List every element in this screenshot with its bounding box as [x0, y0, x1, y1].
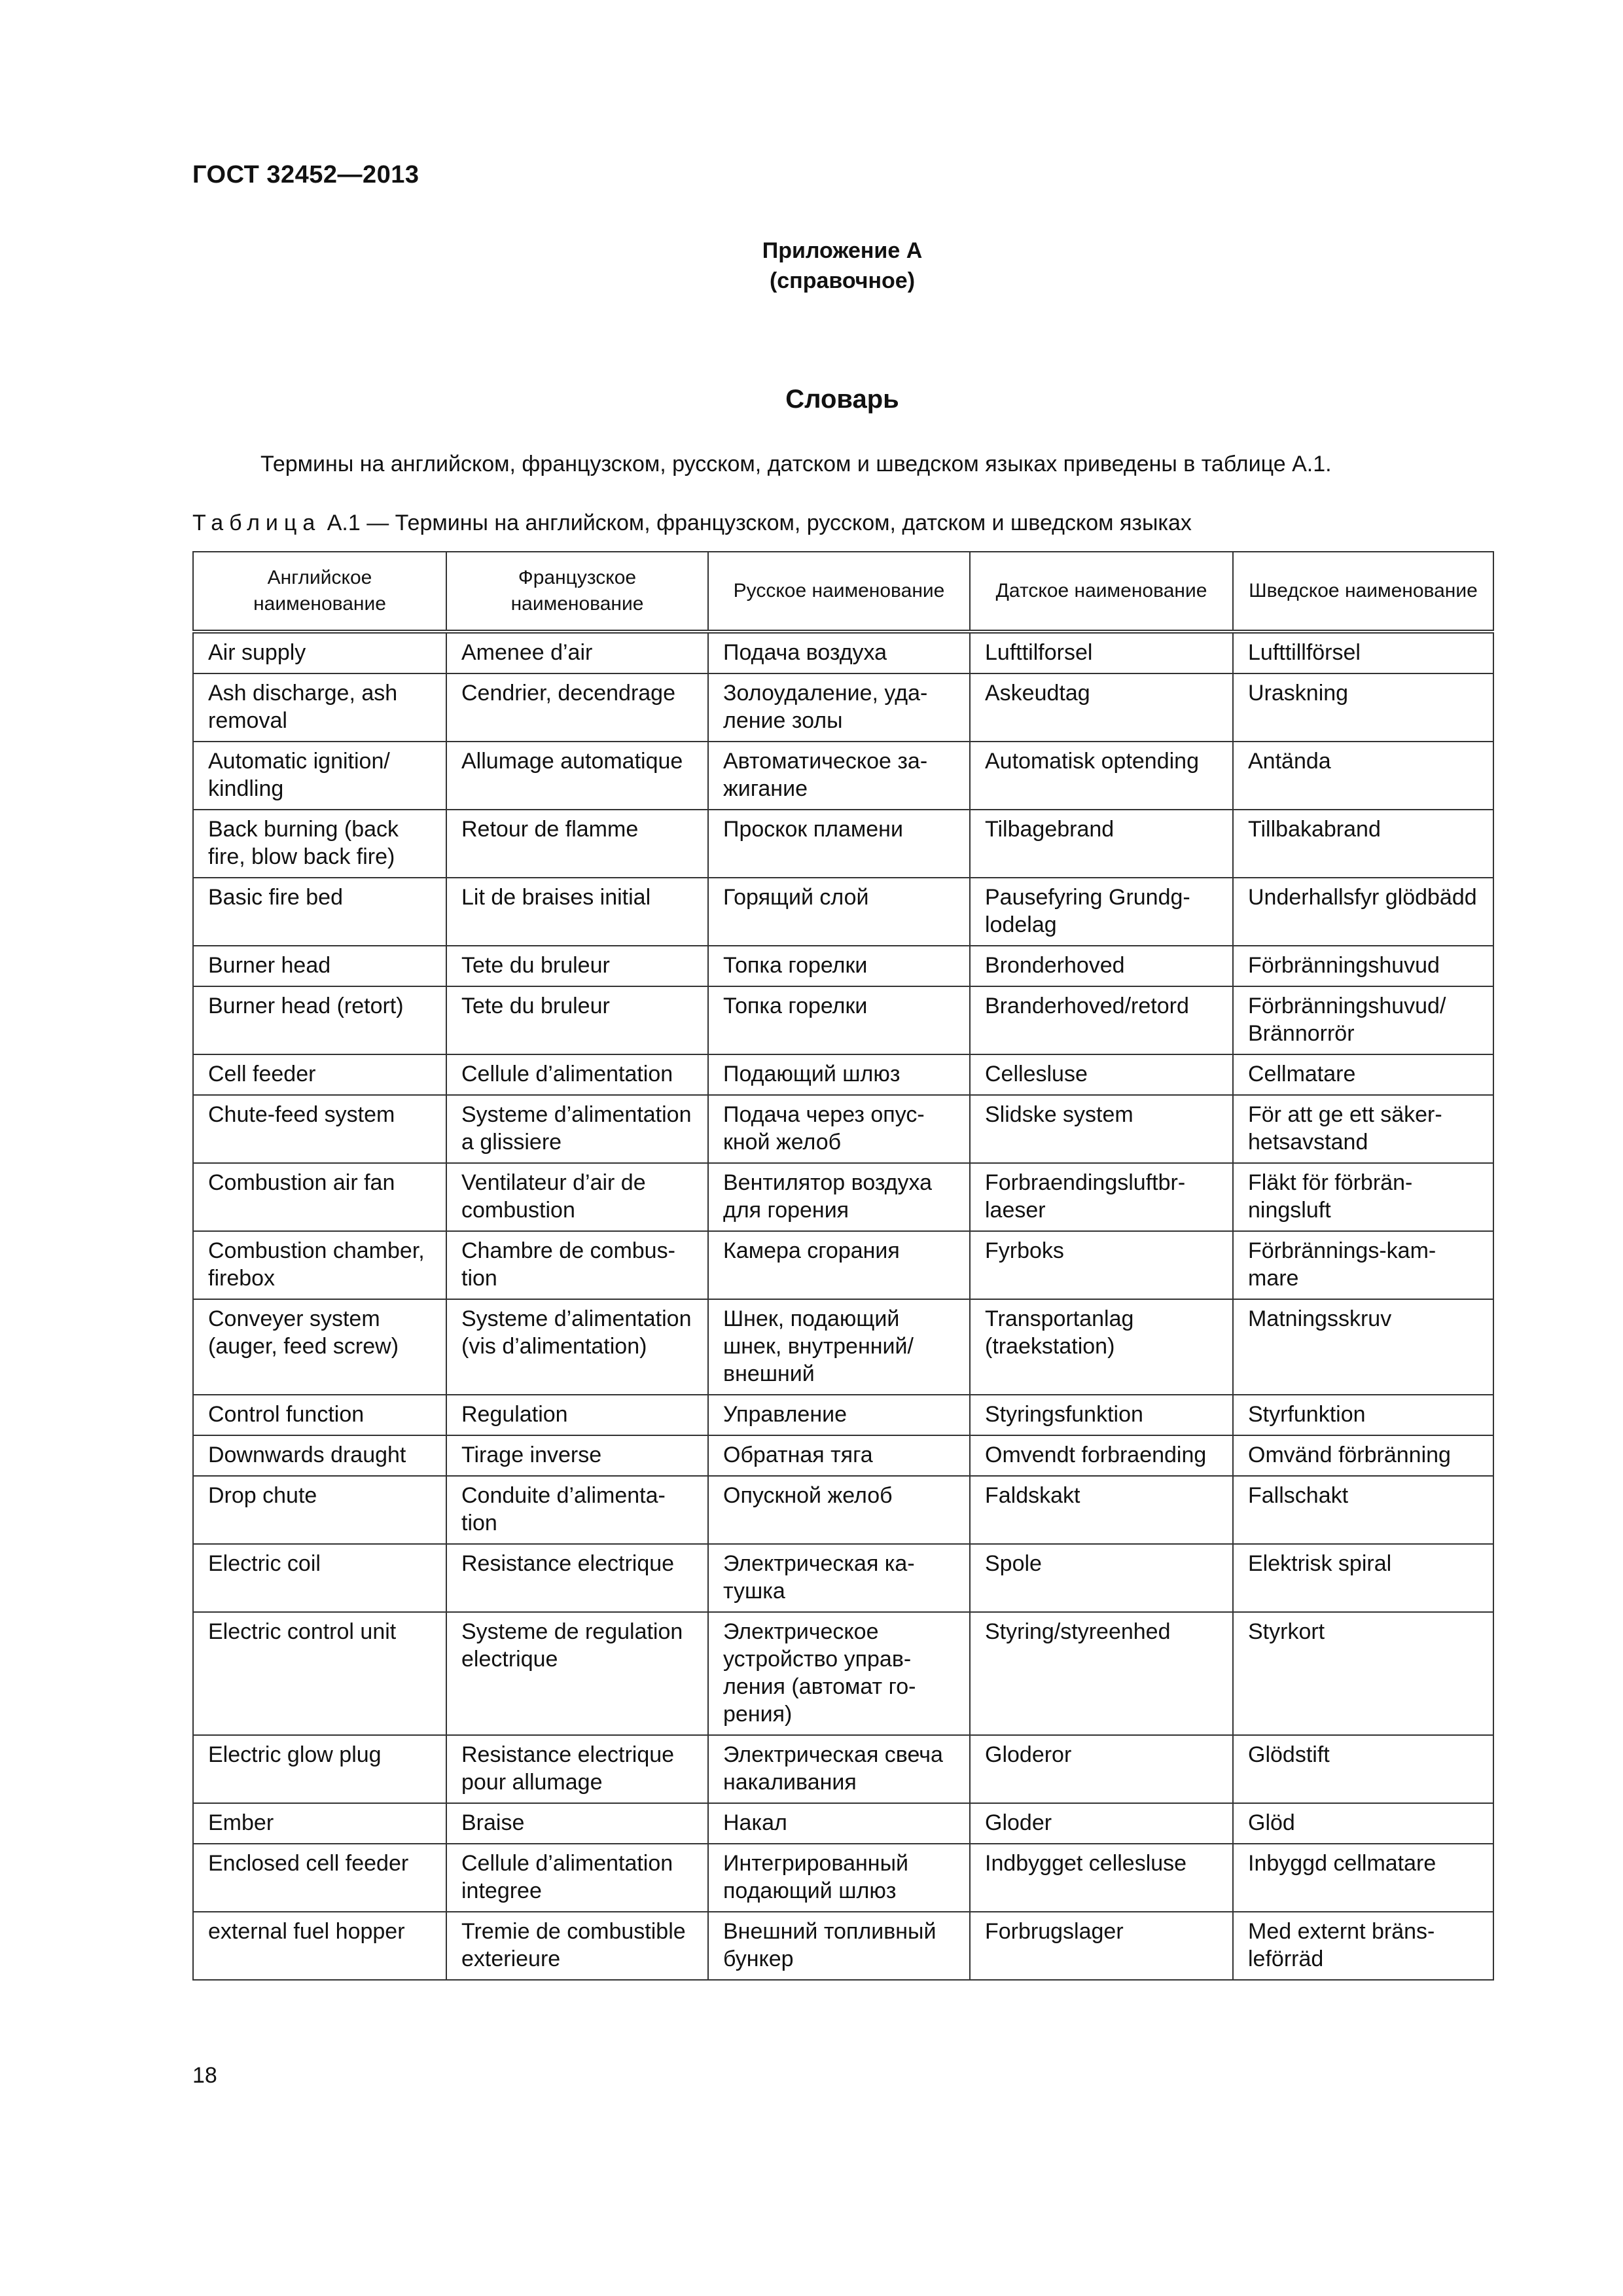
- intro-paragraph: Термины на английском, французском, русском, датском и шведском языках приведены в таблице А.1.: [260, 452, 1332, 476]
- cell-russian: Горящий слой: [708, 878, 970, 946]
- annex-kind: (справочное): [769, 268, 916, 293]
- table-caption-text: А.1 — Термины на английском, французском, русском, датском и шведском языках: [321, 511, 1192, 535]
- cell-french: Lit de braises initial: [446, 878, 708, 946]
- cell-french: Resistance electrique: [446, 1544, 708, 1612]
- cell-english: Electric glow plug: [193, 1735, 446, 1803]
- cell-russian: Подающий шлюз: [708, 1054, 970, 1095]
- document-code: ГОСТ 32452—2013: [192, 161, 419, 188]
- cell-danish: Styring/styreenhed: [970, 1612, 1233, 1735]
- header-danish: Датское наименование: [970, 552, 1233, 632]
- table-row: [193, 1476, 1493, 1544]
- cell-russian: Подача воздуха: [708, 632, 970, 673]
- cell-swedish: Glöd: [1233, 1803, 1493, 1844]
- cell-swedish: Fallschakt: [1233, 1476, 1493, 1544]
- cell-russian: Золоудаление, удаление золы: [708, 673, 970, 742]
- cell-french: Retour de flamme: [446, 810, 708, 878]
- cell-russian: Подача через опускной желоб: [708, 1095, 970, 1163]
- table-row: [193, 1231, 1493, 1299]
- cell-swedish: Förbrännings-kammare: [1233, 1231, 1493, 1299]
- cell-swedish: Fläkt för förbränningsluft: [1233, 1163, 1493, 1231]
- cell-russian: Камера сгорания: [708, 1231, 970, 1299]
- cell-english: Cell feeder: [193, 1054, 446, 1095]
- table-row: [193, 1912, 1493, 1980]
- cell-russian: Интегрированный подающий шлюз: [708, 1844, 970, 1912]
- table-row: [193, 1095, 1493, 1163]
- cell-swedish: Lufttillförsel: [1233, 632, 1493, 673]
- cell-swedish: Cellmatare: [1233, 1054, 1493, 1095]
- table-row: [193, 1054, 1493, 1095]
- cell-russian: Вентилятор воздуха для горения: [708, 1163, 970, 1231]
- cell-english: Automatic ignition/ kindling: [193, 742, 446, 810]
- cell-english: Back burning (back fire, blow back fire): [193, 810, 446, 878]
- cell-french: Cellule d’alimentation integree: [446, 1844, 708, 1912]
- cell-french: Cendrier, decendrage: [446, 673, 708, 742]
- cell-swedish: Med externt bränsleförräd: [1233, 1912, 1493, 1980]
- cell-swedish: Styrkort: [1233, 1612, 1493, 1735]
- cell-danish: Automatisk optending: [970, 742, 1233, 810]
- cell-swedish: Förbränningshuvud: [1233, 946, 1493, 986]
- cell-english: Electric control unit: [193, 1612, 446, 1735]
- cell-french: Conduite d’alimentation: [446, 1476, 708, 1544]
- annex-heading: [0, 236, 1623, 296]
- cell-danish: Askeudtag: [970, 673, 1233, 742]
- cell-english: external fuel hopper: [193, 1912, 446, 1980]
- table-row: [193, 1163, 1493, 1231]
- header-english: Английское наименование: [193, 552, 446, 632]
- cell-english: Burner head (retort): [193, 986, 446, 1054]
- cell-swedish: Omvänd förbränning: [1233, 1435, 1493, 1476]
- cell-danish: Bronderhoved: [970, 946, 1233, 986]
- cell-danish: Gloder: [970, 1803, 1233, 1844]
- table-row: [193, 986, 1493, 1054]
- cell-russian: Электрическая свеча накаливания: [708, 1735, 970, 1803]
- header-swedish: Шведское наименование: [1233, 552, 1493, 632]
- cell-english: Ember: [193, 1803, 446, 1844]
- cell-danish: Transportanlag (traekstation): [970, 1299, 1233, 1395]
- table-row: [193, 632, 1493, 673]
- table-row: [193, 946, 1493, 986]
- cell-russian: Внешний топливный бункер: [708, 1912, 970, 1980]
- cell-swedish: Uraskning: [1233, 673, 1493, 742]
- cell-russian: Обратная тяга: [708, 1435, 970, 1476]
- cell-danish: Faldskakt: [970, 1476, 1233, 1544]
- table-row: [193, 1299, 1493, 1395]
- cell-french: Chambre de combustion: [446, 1231, 708, 1299]
- table-row: [193, 1395, 1493, 1435]
- terms-table: [192, 551, 1494, 1981]
- cell-french: Allumage automatique: [446, 742, 708, 810]
- cell-danish: Cellesluse: [970, 1054, 1233, 1095]
- cell-french: Regulation: [446, 1395, 708, 1435]
- cell-french: Tete du bruleur: [446, 986, 708, 1054]
- cell-swedish: Antända: [1233, 742, 1493, 810]
- cell-swedish: Matningsskruv: [1233, 1299, 1493, 1395]
- cell-danish: Gloderor: [970, 1735, 1233, 1803]
- cell-swedish: Glödstift: [1233, 1735, 1493, 1803]
- cell-russian: Топка горелки: [708, 986, 970, 1054]
- cell-english: Electric coil: [193, 1544, 446, 1612]
- cell-french: Braise: [446, 1803, 708, 1844]
- cell-french: Amenee d’air: [446, 632, 708, 673]
- cell-french: Tremie de combustible exterieure: [446, 1912, 708, 1980]
- cell-french: Tirage inverse: [446, 1435, 708, 1476]
- table-row: [193, 1844, 1493, 1912]
- cell-danish: Spole: [970, 1544, 1233, 1612]
- cell-russian: Опускной желоб: [708, 1476, 970, 1544]
- cell-english: Ash discharge, ash removal: [193, 673, 446, 742]
- cell-english: Combustion air fan: [193, 1163, 446, 1231]
- cell-english: Air supply: [193, 632, 446, 673]
- cell-russian: Электрическое устройство управления (автомат горения): [708, 1612, 970, 1735]
- cell-english: Control function: [193, 1395, 446, 1435]
- cell-french: Systeme de regulation electrique: [446, 1612, 708, 1735]
- cell-swedish: För att ge ett säkerhetsavstand: [1233, 1095, 1493, 1163]
- table-row: [193, 1544, 1493, 1612]
- cell-danish: Fyrboks: [970, 1231, 1233, 1299]
- header-french: Французское наименование: [446, 552, 708, 632]
- cell-danish: Indbygget cellesluse: [970, 1844, 1233, 1912]
- cell-danish: Forbrugslager: [970, 1912, 1233, 1980]
- table-row: [193, 1735, 1493, 1803]
- table-row: [193, 878, 1493, 946]
- table-row: [193, 742, 1493, 810]
- cell-english: Chute-feed system: [193, 1095, 446, 1163]
- cell-english: Conveyer system (auger, feed screw): [193, 1299, 446, 1395]
- cell-swedish: Förbränningshuvud/ Brännorrör: [1233, 986, 1493, 1054]
- cell-danish: Forbraendingsluftbrlaeser: [970, 1163, 1233, 1231]
- cell-russian: Автоматическое зажигание: [708, 742, 970, 810]
- cell-russian: Управление: [708, 1395, 970, 1435]
- cell-russian: Накал: [708, 1803, 970, 1844]
- cell-swedish: Styrfunktion: [1233, 1395, 1493, 1435]
- cell-russian: Шнек, подающий шнек, внутренний/ внешний: [708, 1299, 970, 1395]
- cell-swedish: Elektrisk spiral: [1233, 1544, 1493, 1612]
- cell-english: Enclosed cell feeder: [193, 1844, 446, 1912]
- table-row: [193, 1612, 1493, 1735]
- table-row: [193, 1435, 1493, 1476]
- table-row: [193, 810, 1493, 878]
- cell-french: Systeme d’alimentation (vis d’alimentation): [446, 1299, 708, 1395]
- cell-russian: Электрическая катушка: [708, 1544, 970, 1612]
- table-caption: [192, 511, 1192, 536]
- cell-danish: Slidske system: [970, 1095, 1233, 1163]
- cell-danish: Styringsfunktion: [970, 1395, 1233, 1435]
- cell-swedish: Underhallsfyr glödbädd: [1233, 878, 1493, 946]
- header-russian: Русское наименование: [708, 552, 970, 632]
- table-body: [193, 632, 1493, 1980]
- table-header-row: [193, 552, 1493, 632]
- cell-swedish: Inbyggd cellmatare: [1233, 1844, 1493, 1912]
- cell-danish: Lufttilforsel: [970, 632, 1233, 673]
- table-row: [193, 1803, 1493, 1844]
- section-title: Словарь: [785, 385, 899, 414]
- cell-danish: Omvendt forbraending: [970, 1435, 1233, 1476]
- cell-french: Cellule d’alimentation: [446, 1054, 708, 1095]
- cell-french: Tete du bruleur: [446, 946, 708, 986]
- annex-title: Приложение А: [762, 238, 923, 263]
- cell-danish: Branderhoved/retord: [970, 986, 1233, 1054]
- table-row: [193, 673, 1493, 742]
- cell-english: Drop chute: [193, 1476, 446, 1544]
- cell-french: Resistance electrique pour allumage: [446, 1735, 708, 1803]
- cell-english: Downwards draught: [193, 1435, 446, 1476]
- cell-french: Systeme d’alimentation a glissiere: [446, 1095, 708, 1163]
- cell-english: Combustion chamber, firebox: [193, 1231, 446, 1299]
- cell-danish: Pausefyring Grundglodelag: [970, 878, 1233, 946]
- cell-swedish: Tillbakabrand: [1233, 810, 1493, 878]
- cell-french: Ventilateur d’air de combustion: [446, 1163, 708, 1231]
- cell-english: Basic fire bed: [193, 878, 446, 946]
- cell-russian: Проскок пламени: [708, 810, 970, 878]
- table-caption-prefix: Таблица: [192, 511, 321, 535]
- cell-danish: Tilbagebrand: [970, 810, 1233, 878]
- cell-russian: Топка горелки: [708, 946, 970, 986]
- cell-english: Burner head: [193, 946, 446, 986]
- page-number: 18: [192, 2063, 217, 2088]
